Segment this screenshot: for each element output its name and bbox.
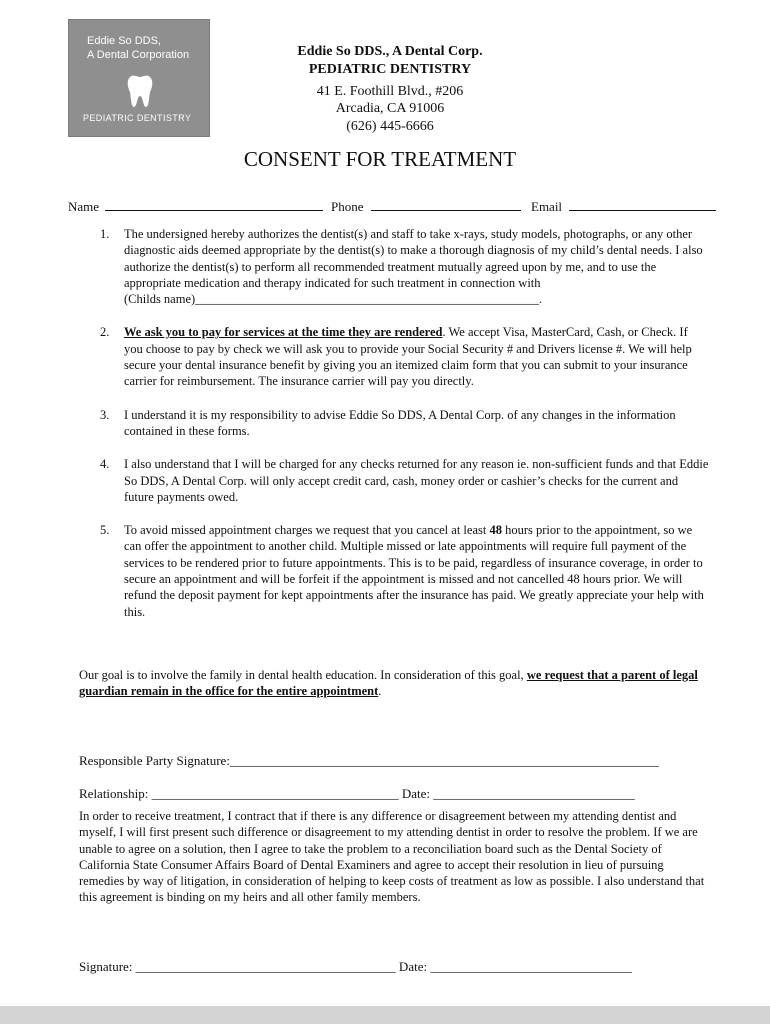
- consent-items: [100, 226, 709, 620]
- tooth-icon: [125, 74, 155, 110]
- list-item: 2. We ask you to pay for services at the time they are rendered. We accept Visa, MasterCard, Cash, or Check. If you choose to pay by check we will ask you to provide your Social Security # and Drivers license #. We will help secure your dental insurance benefit by giving you an itemized claim form that you can submit to your insurance carrier for reimbursement. The insurance carrier will pay you directly.: [100, 325, 692, 389]
- list-item: 5. To avoid missed appointment charges we request that you cancel at least 48 hours prior to the appointment, so we can offer the appointment to another child. Multiple missed or late appointments will require full payment of the services to be rendered prior to future appointments. This is to be paid, regardless of insurance coverage, in order to secure an appointment and will be forfeit if the appointment is missed and not cancelled 48 hours prior. We will refund the deposit payment for kept appointments after the insurance has paid. We greatly appreciate your help with this.: [100, 523, 704, 619]
- name-label: Name: [68, 199, 100, 214]
- list-item: 3. I understand it is my responsibility to advise Eddie So DDS, A Dental Corp. of any changes in the information contained in these forms.: [124, 407, 709, 440]
- item-text: The undersigned hereby authorizes the dentist(s) and staff to take x-rays, study models, photographs, or any other diagnostic aids deemed appropriate by the dentist(s) to make a thorough diagnosis of my child’s dental needs. I also authorize the dentist(s) to perform all recommended treatment mutually agreed upon by me, and to use the appropriate medication and therapy indicated for such treatment in connection with: [124, 227, 703, 290]
- address-line-1: 41 E. Foothill Blvd., #206: [316, 84, 464, 99]
- page-footer-bar: [0, 1006, 770, 1024]
- address-line-2: Arcadia, CA 91006: [335, 101, 445, 116]
- responsible-party-signature[interactable]: Responsible Party Signature:__________________________________________________________________: [79, 753, 659, 768]
- email-label: Email: [531, 199, 563, 214]
- practice-name: Eddie So DDS., A Dental Corp.: [297, 44, 483, 59]
- item-text: . We accept Visa, MasterCard, Cash, or Check. If you choose to pay by check we will ask you to provide your Social Security # and Drivers license #. We will help secure your dental insurance benefit by giving you an itemized claim form that you can submit to your insurance carrier for reimbursement. The insurance carrier will pay you directly.: [124, 325, 692, 389]
- phone-input-line[interactable]: [371, 198, 521, 211]
- logo-line-3: PEDIATRIC DENTISTRY: [83, 113, 192, 123]
- email-field[interactable]: [531, 198, 716, 215]
- item-text: I also understand that I will be charged for any checks returned for any reason ie. non-sufficient funds and that Eddie So DDS, A Dental Corp. will only accept credit card, cash, money order or cashier’s checks for the current and future payments owed.: [124, 457, 709, 504]
- goal-paragraph: Our goal is to involve the family in dental health education. In consideration of this goal, we request that a parent of legal guardian remain in the office for the entire appointment.: [79, 668, 698, 699]
- item-text: I understand it is my responsibility to advise Eddie So DDS, A Dental Corp. of any changes in the information contained in these forms.: [124, 407, 676, 438]
- child-name-line[interactable]: (Childs name)_______________________________________________________.: [124, 292, 543, 307]
- email-input-line[interactable]: [569, 198, 716, 211]
- guardian-emphasis: we request that a parent of legal guardian remain in the office for the entire appointment: [79, 668, 698, 699]
- signature-date-line[interactable]: Signature: ________________________________________ Date: _______________________________: [79, 959, 632, 974]
- practice-phone: (626) 445-6666: [346, 119, 434, 134]
- practice-logo: [68, 19, 210, 137]
- practice-specialty: PEDIATRIC DENTISTRY: [308, 62, 472, 77]
- payment-emphasis: We ask you to pay for services at the time they are rendered: [124, 325, 443, 340]
- name-field[interactable]: [68, 198, 323, 215]
- page-title: CONSENT FOR TREATMENT: [243, 147, 517, 171]
- relationship-date-line[interactable]: Relationship: ______________________________________ Date: _______________________________: [79, 786, 635, 801]
- name-input-line[interactable]: [105, 198, 323, 211]
- logo-line-1: Eddie So DDS,: [87, 35, 161, 47]
- logo-line-2: A Dental Corporation: [87, 49, 190, 61]
- list-item: 4. I also understand that I will be charged for any checks returned for any reason ie. non-sufficient funds and that Eddie So DDS, A Dental Corp. will only accept credit card, cash, money order or cashier’s checks for the current and future payments owed.: [100, 457, 709, 504]
- arbitration-paragraph: In order to receive treatment, I contract that if there is any difference or disagreement between my attending dentist and myself, I will first present such difference or disagreement to my attending dentist in order to resolve the problem. If we are unable to agree on a solution, then I agree to take the problem to a reconciliation board such as the Dental Society of California State Consumer Affairs Board of Dental Examiners and agree to accept their resolution in lieu of pursuing remedies by way of litigation, in consideration of helping to keep costs of treatment as low as possible. I also understand that this agreement is binding on my heirs and all other family members.: [79, 809, 705, 905]
- phone-field[interactable]: [331, 198, 521, 215]
- phone-label: Phone: [331, 199, 364, 214]
- list-item: 1. The undersigned hereby authorizes the dentist(s) and staff to take x-rays, study models, photographs, or any other diagnostic aids deemed appropriate by the dentist(s) to make a thorough diagnosis of my child’s dental needs. I also authorize the dentist(s) to perform all recommended treatment mutually agreed upon by me, and to use the appropriate medication and therapy indicated for such treatment in connection with (Childs name)_______________________________________________________.: [124, 226, 709, 307]
